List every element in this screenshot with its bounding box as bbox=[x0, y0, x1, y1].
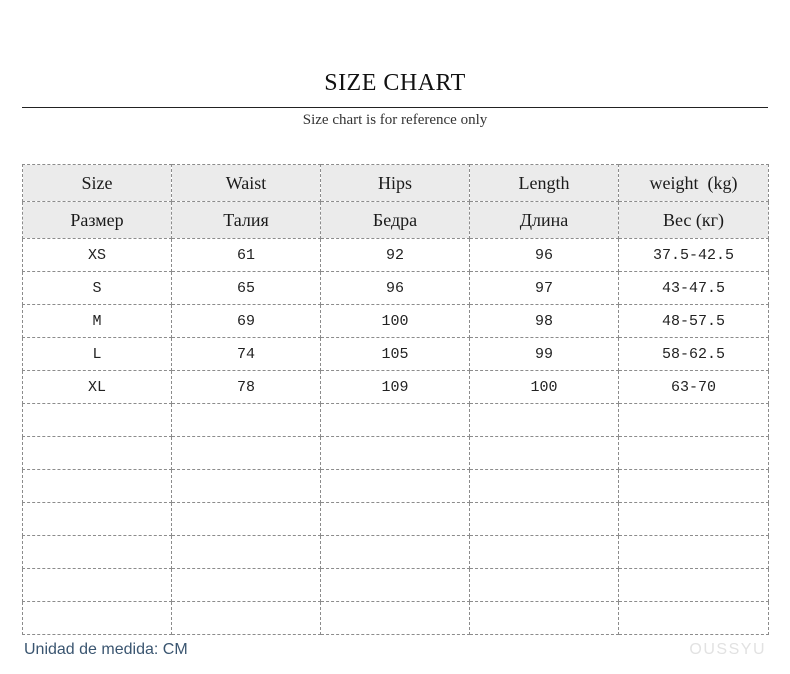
table-cell-empty bbox=[470, 569, 619, 602]
table-header-row-english bbox=[23, 165, 769, 202]
column-header-weight: weight (kg) bbox=[619, 165, 769, 202]
table-cell-empty bbox=[470, 470, 619, 503]
table-cell-empty bbox=[619, 569, 769, 602]
table-cell-empty bbox=[172, 404, 321, 437]
column-header-waist-ru: Талия bbox=[172, 202, 321, 239]
table-cell-hips: 105 bbox=[321, 338, 470, 371]
table-cell-length: 96 bbox=[470, 239, 619, 272]
table-row bbox=[23, 239, 769, 272]
table-cell-waist: 69 bbox=[172, 305, 321, 338]
table-cell-weight: 58-62.5 bbox=[619, 338, 769, 371]
table-cell-empty bbox=[23, 437, 172, 470]
table-row-empty bbox=[23, 437, 769, 470]
table-cell-empty bbox=[23, 404, 172, 437]
table-cell-weight: 43-47.5 bbox=[619, 272, 769, 305]
table-cell-empty bbox=[321, 503, 470, 536]
table-cell-empty bbox=[172, 503, 321, 536]
table-row bbox=[23, 272, 769, 305]
table-cell-weight: 37.5-42.5 bbox=[619, 239, 769, 272]
table-cell-size: XS bbox=[23, 239, 172, 272]
table-cell-empty bbox=[470, 602, 619, 635]
table-row bbox=[23, 338, 769, 371]
table-cell-empty bbox=[321, 536, 470, 569]
table-cell-empty bbox=[321, 404, 470, 437]
table-cell-empty bbox=[172, 470, 321, 503]
column-header-weight-ru: Вес (кг) bbox=[619, 202, 769, 239]
table-cell-empty bbox=[470, 404, 619, 437]
table-cell-size: M bbox=[23, 305, 172, 338]
table-cell-length: 97 bbox=[470, 272, 619, 305]
title-divider bbox=[22, 107, 768, 108]
table-cell-waist: 78 bbox=[172, 371, 321, 404]
size-chart-table bbox=[22, 164, 769, 635]
table-cell-waist: 74 bbox=[172, 338, 321, 371]
table-row-empty bbox=[23, 404, 769, 437]
table-cell-empty bbox=[172, 437, 321, 470]
table-cell-empty bbox=[619, 437, 769, 470]
table-cell-weight: 48-57.5 bbox=[619, 305, 769, 338]
table-cell-empty bbox=[470, 503, 619, 536]
table-cell-empty bbox=[470, 536, 619, 569]
table-cell-length: 99 bbox=[470, 338, 619, 371]
table-cell-hips: 100 bbox=[321, 305, 470, 338]
brand-watermark: OUSSYU bbox=[689, 641, 766, 658]
table-cell-hips: 92 bbox=[321, 239, 470, 272]
table-row-empty bbox=[23, 602, 769, 635]
column-header-hips-ru: Бедра bbox=[321, 202, 470, 239]
table-cell-empty bbox=[619, 602, 769, 635]
table-cell-size: L bbox=[23, 338, 172, 371]
table-row-empty bbox=[23, 569, 769, 602]
page-title: SIZE CHART bbox=[324, 70, 466, 96]
table-cell-empty bbox=[470, 437, 619, 470]
table-cell-empty bbox=[619, 404, 769, 437]
column-header-waist: Waist bbox=[172, 165, 321, 202]
table-cell-empty bbox=[619, 536, 769, 569]
column-header-length-ru: Длина bbox=[470, 202, 619, 239]
table-cell-empty bbox=[23, 602, 172, 635]
column-header-length: Length bbox=[470, 165, 619, 202]
table-row-empty bbox=[23, 503, 769, 536]
table-cell-size: S bbox=[23, 272, 172, 305]
table-cell-hips: 96 bbox=[321, 272, 470, 305]
table-cell-length: 98 bbox=[470, 305, 619, 338]
table-cell-length: 100 bbox=[470, 371, 619, 404]
table-cell-empty bbox=[321, 569, 470, 602]
column-header-size-ru: Размер bbox=[23, 202, 172, 239]
table-cell-waist: 61 bbox=[172, 239, 321, 272]
table-cell-empty bbox=[23, 470, 172, 503]
table-cell-empty bbox=[619, 503, 769, 536]
table-row-empty bbox=[23, 536, 769, 569]
table-row bbox=[23, 305, 769, 338]
table-cell-empty bbox=[321, 470, 470, 503]
table-cell-empty bbox=[172, 536, 321, 569]
table-cell-empty bbox=[321, 437, 470, 470]
table-cell-empty bbox=[23, 503, 172, 536]
table-header-row-russian bbox=[23, 202, 769, 239]
unit-footnote: Unidad de medida: CM bbox=[24, 641, 188, 658]
table-cell-empty bbox=[23, 569, 172, 602]
table-row-empty bbox=[23, 470, 769, 503]
table-cell-hips: 109 bbox=[321, 371, 470, 404]
table-cell-empty bbox=[172, 569, 321, 602]
table-row bbox=[23, 371, 769, 404]
page-subtitle: Size chart is for reference only bbox=[302, 112, 488, 128]
table-cell-empty bbox=[619, 470, 769, 503]
column-header-size: Size bbox=[23, 165, 172, 202]
table-cell-empty bbox=[172, 602, 321, 635]
table-cell-size: XL bbox=[23, 371, 172, 404]
table-cell-waist: 65 bbox=[172, 272, 321, 305]
table-cell-weight: 63-70 bbox=[619, 371, 769, 404]
table-cell-empty bbox=[23, 536, 172, 569]
column-header-hips: Hips bbox=[321, 165, 470, 202]
table-cell-empty bbox=[321, 602, 470, 635]
